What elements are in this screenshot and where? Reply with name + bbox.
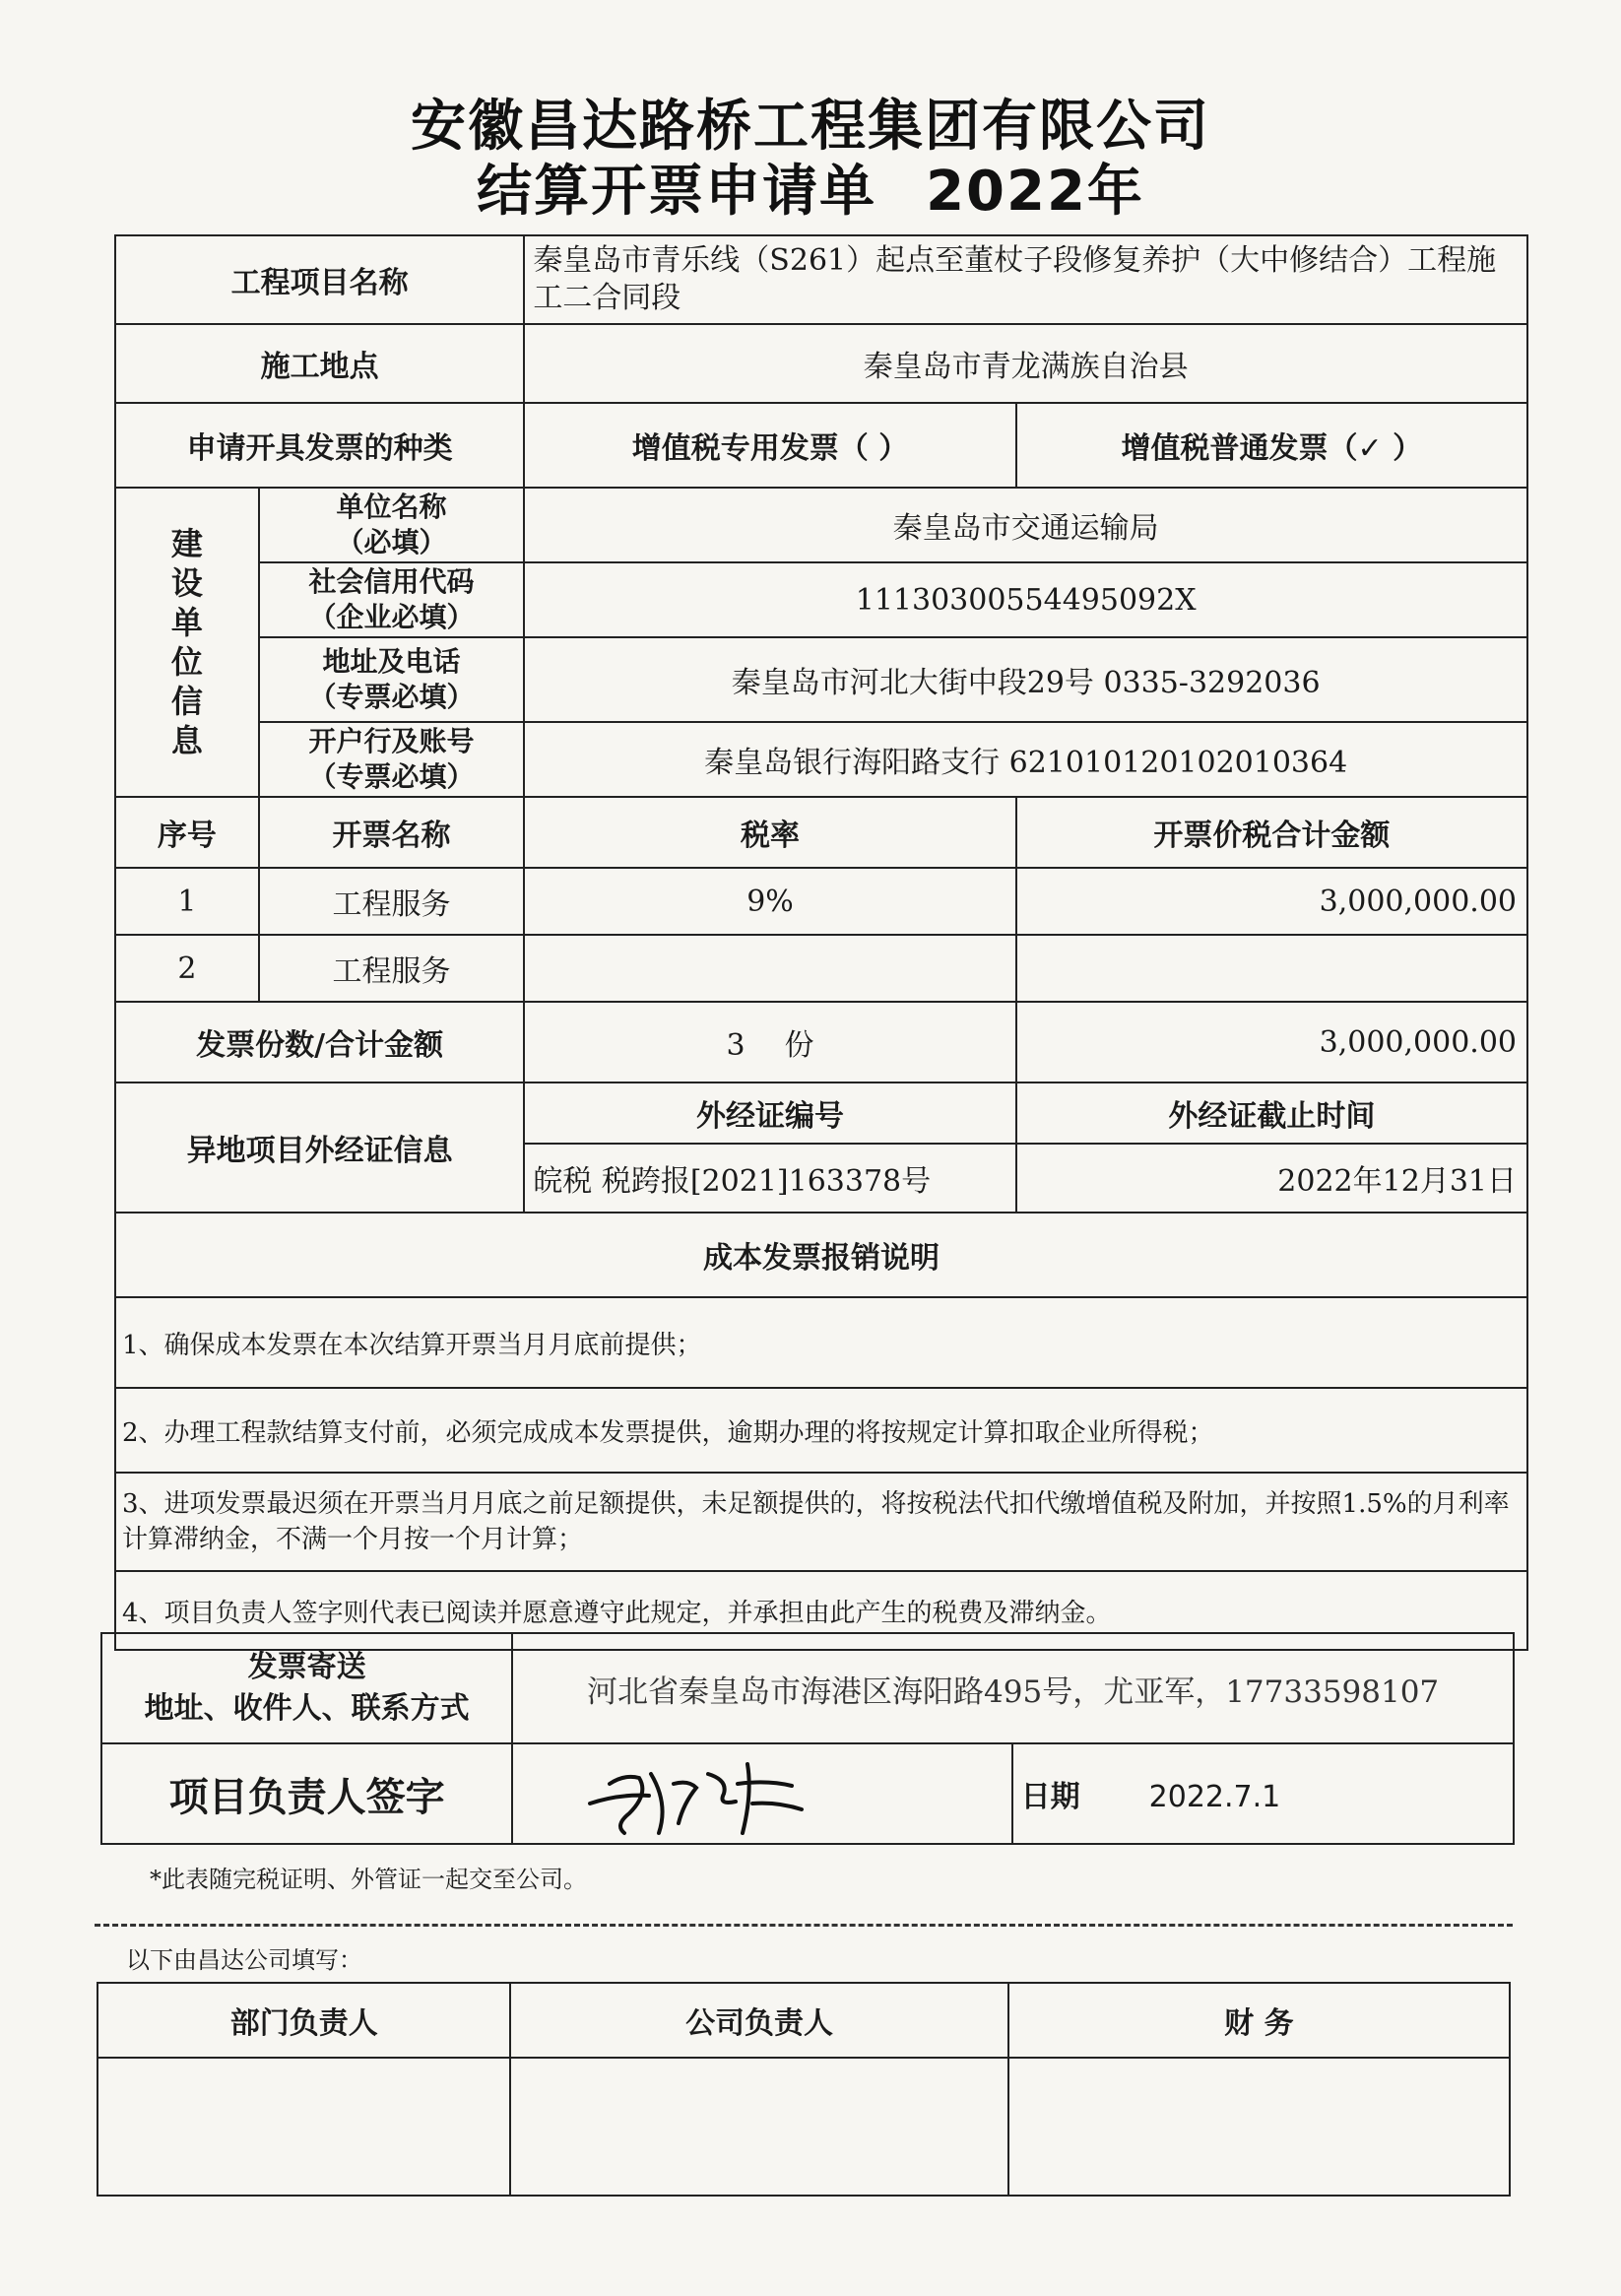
- company-head-cell[interactable]: [510, 2058, 1007, 2196]
- builder-section-label: 建设单位信息: [115, 488, 259, 797]
- item-name: 工程服务: [259, 935, 525, 1002]
- note-item: 4、项目负责人签字则代表已阅读并愿意遵守此规定，并承担由此产生的税费及滞纳金。: [115, 1571, 1527, 1650]
- items-header-amount: 开票价税合计金额: [1016, 797, 1527, 868]
- project-name-value: 秦皇岛市青乐线（S261）起点至董杖子段修复养护（大中修结合）工程施工二合同段: [524, 235, 1527, 324]
- remote-no-label: 外经证编号: [524, 1082, 1015, 1144]
- company-name: 安徽昌达路桥工程集团有限公司: [411, 95, 1210, 159]
- builder-name-value: 秦皇岛市交通运输局: [524, 488, 1527, 562]
- item-amount: 3,000,000.00: [1016, 868, 1527, 935]
- item-no: 1: [115, 868, 259, 935]
- company-fill-table: [97, 1982, 1511, 2197]
- sign-label: 项目负责人签字: [101, 1743, 512, 1844]
- remote-deadline-value: 2022年12月31日: [1016, 1144, 1527, 1213]
- notes-heading: 成本发票报销说明: [115, 1213, 1527, 1297]
- project-name-label: 工程项目名称: [115, 235, 524, 324]
- sign-table: [100, 1632, 1515, 1845]
- mailing-label: 发票寄送 地址、收件人、联系方式: [101, 1633, 512, 1743]
- handwritten-signature: [580, 1744, 836, 1843]
- remote-no-value: 皖税 税跨报[2021]163378号: [524, 1144, 1015, 1213]
- builder-label-bank: 开户行及账号 （专票必填）: [259, 722, 525, 797]
- remote-label: 异地项目外经证信息: [115, 1082, 524, 1213]
- dept-head-header: 部门负责人: [97, 1983, 510, 2058]
- builder-label-credit: 社会信用代码 （企业必填）: [259, 562, 525, 637]
- item-no: 2: [115, 935, 259, 1002]
- company-head-header: 公司负责人: [510, 1983, 1007, 2058]
- date-value: 2022.7.1: [1148, 1780, 1281, 1814]
- table-row: [115, 935, 1527, 1002]
- site-label: 施工地点: [115, 324, 524, 403]
- item-rate: [524, 935, 1015, 1002]
- remote-deadline-label: 外经证截止时间: [1016, 1082, 1527, 1144]
- main-table: [114, 234, 1528, 1651]
- note-item: 1、确保成本发票在本次结算开票当月月底前提供；: [115, 1297, 1527, 1388]
- item-amount: [1016, 935, 1527, 1002]
- summary-total: 3,000,000.00: [1016, 1002, 1527, 1082]
- cut-line: [95, 1924, 1513, 1927]
- finance-header: 财 务: [1008, 1983, 1510, 2058]
- form-year: 2022年: [926, 160, 1144, 224]
- summary-count: 3 份: [524, 1002, 1015, 1082]
- date-label: 日期: [1020, 1780, 1080, 1814]
- builder-credit-value: 11130300554495092X: [524, 562, 1527, 637]
- form-title: 结算开票申请单: [477, 160, 877, 224]
- builder-bank-value: 秦皇岛银行海阳路支行 621010120102010364: [524, 722, 1527, 797]
- note-item: 3、进项发票最迟须在开票当月月底之前足额提供，未足额提供的，将按税法代扣代缴增值税及附加，并按照1.5%的月利率计算滞纳金，不满一个月按一个月计算；: [115, 1473, 1527, 1571]
- site-value: 秦皇岛市青龙满族自治县: [524, 324, 1527, 403]
- dept-head-cell[interactable]: [97, 2058, 510, 2196]
- table-row: [115, 868, 1527, 935]
- footnote: *此表随完税证明、外管证一起交至公司。: [150, 1866, 587, 1893]
- date-cell: [1012, 1743, 1514, 1844]
- mailing-value: 河北省秦皇岛市海港区海阳路495号，尤亚军，17733598107: [512, 1633, 1514, 1743]
- items-header-rate: 税率: [524, 797, 1015, 868]
- item-rate: 9%: [524, 868, 1015, 935]
- builder-label-address: 地址及电话 （专票必填）: [259, 637, 525, 722]
- builder-address-value: 秦皇岛市河北大街中段29号 0335-3292036: [524, 637, 1527, 722]
- signature-cell: [512, 1743, 1011, 1844]
- note-item: 2、办理工程款结算支付前，必须完成成本发票提供，逾期办理的将按规定计算扣取企业所得税；: [115, 1388, 1527, 1473]
- summary-label: 发票份数/合计金额: [115, 1002, 524, 1082]
- company-fill-caption: 以下由昌达公司填写：: [126, 1946, 362, 1974]
- special-invoice-option: 增值税专用发票（ ）: [524, 403, 1015, 488]
- invoice-type-label: 申请开具发票的种类: [115, 403, 524, 488]
- builder-label-name: 单位名称 （必填）: [259, 488, 525, 562]
- finance-cell[interactable]: [1008, 2058, 1510, 2196]
- items-header-no: 序号: [115, 797, 259, 868]
- normal-invoice-option: 增值税普通发票（✓ ）: [1016, 403, 1527, 488]
- form-title-line: [0, 148, 1621, 227]
- items-header-name: 开票名称: [259, 797, 525, 868]
- item-name: 工程服务: [259, 868, 525, 935]
